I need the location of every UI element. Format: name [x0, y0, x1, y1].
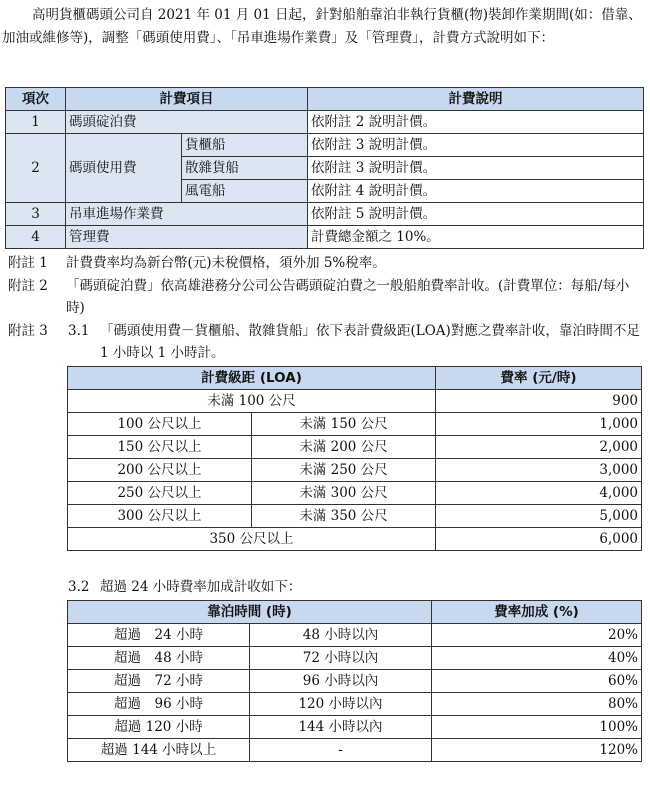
- table-row: [68, 482, 642, 505]
- note-text: 計費費率均為新台幣(元)未稅價格，須外加 5%稅率。: [66, 255, 386, 271]
- row-desc: 依附註 3 說明計價。: [308, 157, 644, 180]
- surcharge-value: 100%: [432, 716, 642, 739]
- loa-from: 150 公尺以上: [68, 436, 252, 459]
- row-no: 1: [6, 111, 66, 134]
- time-from: 超過 72 小時: [68, 670, 250, 693]
- row-no: 2: [6, 134, 66, 203]
- time-to: -: [250, 739, 432, 762]
- loa-rate-table: [67, 366, 642, 551]
- loa-from: 300 公尺以上: [68, 505, 252, 528]
- row-desc: 依附註 4 說明計價。: [308, 180, 644, 203]
- section-text: 「碼頭使用費－貨櫃船、散雜貨船」依下表計費級距(LOA)對應之費率計收，靠泊時間不足 1 小時以 1 小時計。: [100, 323, 640, 361]
- surcharge-value: 80%: [432, 693, 642, 716]
- note-text: 「碼頭碇泊費」依高雄港務分公司公告碼頭碇泊費之一般船舶費率計收。(計費單位：每船/每小時): [66, 278, 630, 316]
- table-row: [68, 670, 642, 693]
- surcharge-value: 60%: [432, 670, 642, 693]
- time-from: 超過 48 小時: [68, 647, 250, 670]
- loa-from: 100 公尺以上: [68, 413, 252, 436]
- table-row: [68, 459, 642, 482]
- row-item: 碼頭碇泊費: [66, 111, 308, 134]
- row-item: 碼頭使用費: [66, 134, 182, 203]
- time-to: 120 小時以內: [250, 693, 432, 716]
- row-no: 3: [6, 203, 66, 226]
- time-from: 超過 120 小時: [68, 716, 250, 739]
- note-3: [8, 320, 68, 342]
- section-text: 超過 24 小時費率加成計收如下：: [100, 579, 302, 595]
- rate-value: 3,000: [436, 459, 642, 482]
- row-desc: 依附註 3 說明計價。: [308, 134, 644, 157]
- loa-to: 未滿 150 公尺: [252, 413, 436, 436]
- col-header-time: 靠泊時間 (時): [68, 601, 432, 624]
- table-row: [68, 505, 642, 528]
- loa-from: 250 公尺以上: [68, 482, 252, 505]
- row-item: 吊車進場作業費: [66, 203, 308, 226]
- row-no: 4: [6, 226, 66, 249]
- table-row: [68, 624, 642, 647]
- table-row: [68, 413, 642, 436]
- note-label: 附註 1: [8, 255, 48, 271]
- col-header-no: 項次: [6, 88, 66, 111]
- time-to: 144 小時以內: [250, 716, 432, 739]
- overtime-surcharge-table: [67, 600, 642, 762]
- rate-value: 4,000: [436, 482, 642, 505]
- table-header-row: [68, 367, 642, 390]
- loa-to: 未滿 200 公尺: [252, 436, 436, 459]
- loa-to: 未滿 300 公尺: [252, 482, 436, 505]
- table-row: [68, 390, 642, 413]
- row-item: 管理費: [66, 226, 308, 249]
- row-subitem: 風電船: [182, 180, 308, 203]
- col-header-rate: 費率 (元/時): [436, 367, 642, 390]
- section-number: 3.1: [68, 323, 90, 339]
- table-row: [68, 693, 642, 716]
- time-from: 超過 144 小時以上: [68, 739, 250, 762]
- note-1: [8, 252, 648, 274]
- time-to: 72 小時以內: [250, 647, 432, 670]
- loa-range: 350 公尺以上: [68, 528, 436, 551]
- loa-to: 未滿 350 公尺: [252, 505, 436, 528]
- rate-value: 1,000: [436, 413, 642, 436]
- table-row: [6, 111, 644, 134]
- table-row: [68, 647, 642, 670]
- table-row: [68, 436, 642, 459]
- row-desc: 依附註 2 說明計價。: [308, 111, 644, 134]
- row-subitem: 貨櫃船: [182, 134, 308, 157]
- rate-value: 6,000: [436, 528, 642, 551]
- section-number: 3.2: [68, 579, 90, 595]
- loa-from: 200 公尺以上: [68, 459, 252, 482]
- col-header-range: 計費級距 (LOA): [68, 367, 436, 390]
- table-row: [68, 716, 642, 739]
- time-to: 48 小時以內: [250, 624, 432, 647]
- row-desc: 依附註 5 說明計價。: [308, 203, 644, 226]
- col-header-surcharge: 費率加成 (%): [432, 601, 642, 624]
- table-row: [68, 739, 642, 762]
- time-to: 96 小時以內: [250, 670, 432, 693]
- section-3-2: [68, 576, 644, 598]
- intro-paragraph: 高明貨櫃碼頭公司自 2021 年 01 月 01 日起，針對船舶靠泊非執行貨櫃(物)裝卸作業期間(如：借靠、加油或維修等)，調整「碼頭使用費」、「吊車進場作業費」及「管理費」，計費方式說明如下：: [2, 7, 642, 46]
- table-row: [68, 528, 642, 551]
- time-from: 超過 96 小時: [68, 693, 250, 716]
- note-2: [8, 275, 648, 319]
- table-header-row: [6, 88, 644, 111]
- surcharge-value: 40%: [432, 647, 642, 670]
- note-label: 附註 2: [8, 278, 48, 294]
- surcharge-value: 120%: [432, 739, 642, 762]
- note-label: 附註 3: [8, 323, 48, 339]
- loa-to: 未滿 250 公尺: [252, 459, 436, 482]
- table-row: [6, 226, 644, 249]
- col-header-item: 計費項目: [66, 88, 308, 111]
- row-desc: 計費總金額之 10%。: [308, 226, 644, 249]
- surcharge-value: 20%: [432, 624, 642, 647]
- table-row: [6, 203, 644, 226]
- col-header-desc: 計費說明: [308, 88, 644, 111]
- rate-value: 900: [436, 390, 642, 413]
- section-3-1: [68, 320, 644, 364]
- fee-items-table: [5, 87, 644, 249]
- table-row: [6, 134, 644, 157]
- table-header-row: [68, 601, 642, 624]
- loa-range: 未滿 100 公尺: [68, 390, 436, 413]
- rate-value: 2,000: [436, 436, 642, 459]
- row-subitem: 散雜貨船: [182, 157, 308, 180]
- rate-value: 5,000: [436, 505, 642, 528]
- time-from: 超過 24 小時: [68, 624, 250, 647]
